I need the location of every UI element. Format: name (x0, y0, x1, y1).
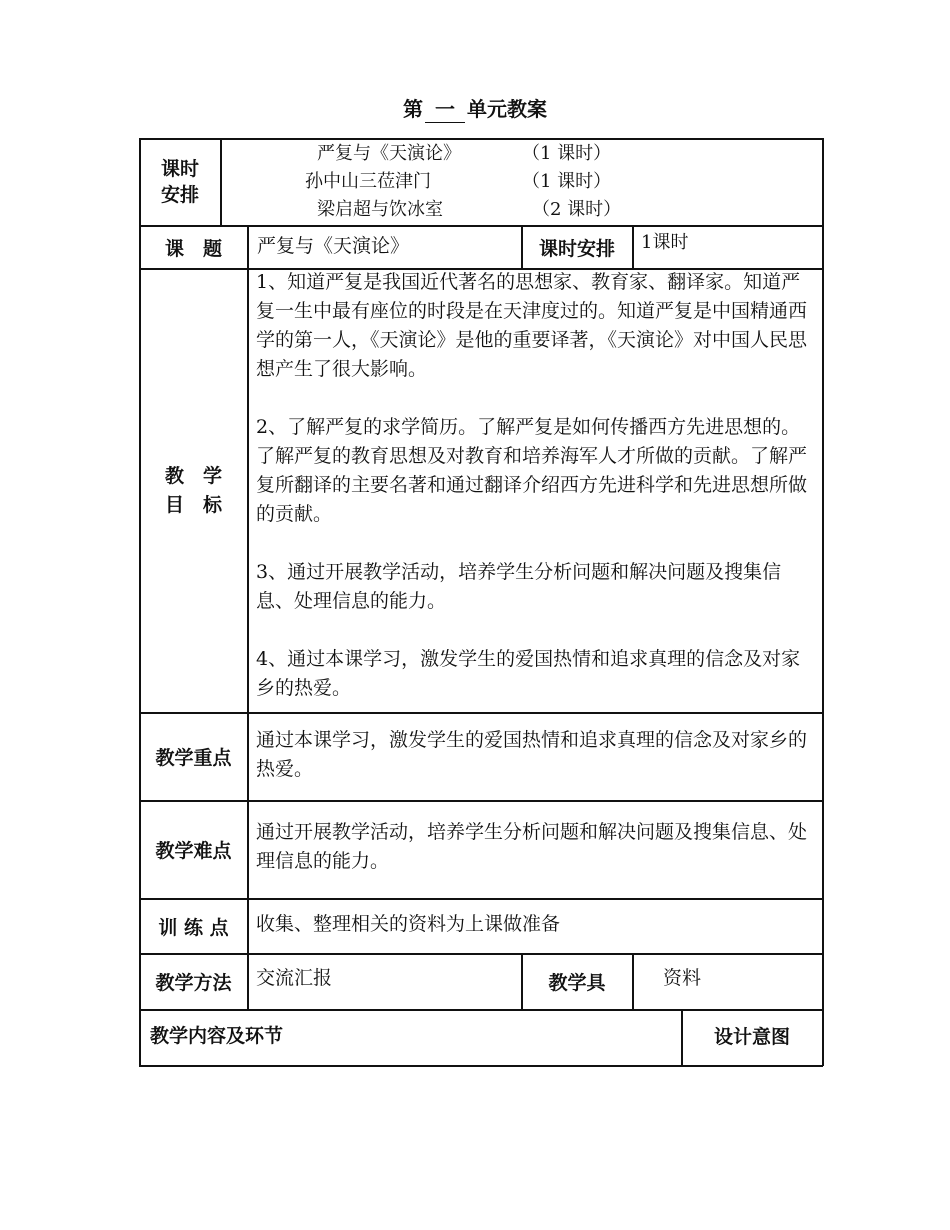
schedule-topic-1: 严复与《天演论》 (317, 143, 461, 164)
objective-paragraph: 1、知道严复是我国近代著名的思想家、教育家、翻译家。知道严复一生中最有座位的时段是在天津度过的。知道严复是中国精通西学的第一人，《天演论》是他的重要译著，《天演论》对中国人民思想产生了很大影响。 (256, 271, 808, 380)
difficulties-label: 教学难点 (155, 840, 232, 862)
lesson-hours-label: 课时安排 (538, 237, 615, 260)
key-points-text: 通过本课学习，激发学生的爱国热情和追求真理的信念及对家乡的热爱。 (256, 729, 808, 780)
objectives-body (256, 268, 816, 732)
schedule-label-line2: 安排 (160, 184, 199, 206)
tools-value: 资料 (663, 967, 702, 989)
schedule-hours-2: （1 课时） (522, 171, 612, 192)
schedule-hours-3: （2 课时） (532, 199, 622, 220)
objectives-label (140, 269, 247, 712)
difficulties-text: 通过开展教学活动，培养学生分析问题和解决问题及搜集信息、处理信息的能力。 (256, 821, 808, 872)
page-title (0, 93, 950, 123)
lesson-hours-value: 1课时 (641, 232, 689, 253)
objective-paragraph: 2、了解严复的求学简历。了解严复是如何传播西方先进思想的。了解严复的教育思想及对教育和培养海军人才所做的贡献。了解严复所翻译的主要名著和通过翻译介绍西方先进科学和先进思想所做的贡献。 (256, 416, 808, 525)
methods-value: 交流汇报 (256, 967, 333, 989)
objective-paragraph: 3、通过开展教学活动，培养学生分析问题和解决问题及搜集信息、处理信息的能力。 (256, 561, 782, 612)
schedule-label-line1: 课时 (160, 158, 199, 180)
schedule-hours-1: （1 课时） (522, 143, 612, 164)
design-intent-label: 设计意图 (713, 1025, 790, 1048)
schedule-topic-3: 梁启超与饮冰室 (317, 199, 443, 220)
schedule-topic-2: 孙中山三莅津门 (305, 171, 431, 192)
training-text: 收集、整理相关的资料为上课做准备 (256, 913, 561, 935)
title-prefix: 第 (403, 97, 423, 121)
schedule-label (140, 139, 220, 225)
title-suffix: 单元教案 (467, 97, 547, 121)
objectives-label-line2: 目 标 (164, 493, 222, 516)
topic-value: 严复与《天演论》 (257, 235, 410, 257)
training-label: 训 练 点 (158, 916, 229, 939)
objectives-label-line1: 教 学 (164, 464, 222, 487)
methods-label: 教学方法 (155, 972, 232, 994)
title-unit-number: 一 (425, 93, 465, 123)
content-label: 教学内容及环节 (150, 1024, 284, 1047)
topic-label: 课 题 (164, 237, 222, 260)
tools-label: 教学具 (548, 972, 606, 994)
objective-paragraph: 4、通过本课学习，激发学生的爱国热情和追求真理的信念及对家乡的热爱。 (256, 648, 801, 699)
key-points-label: 教学重点 (155, 747, 232, 769)
